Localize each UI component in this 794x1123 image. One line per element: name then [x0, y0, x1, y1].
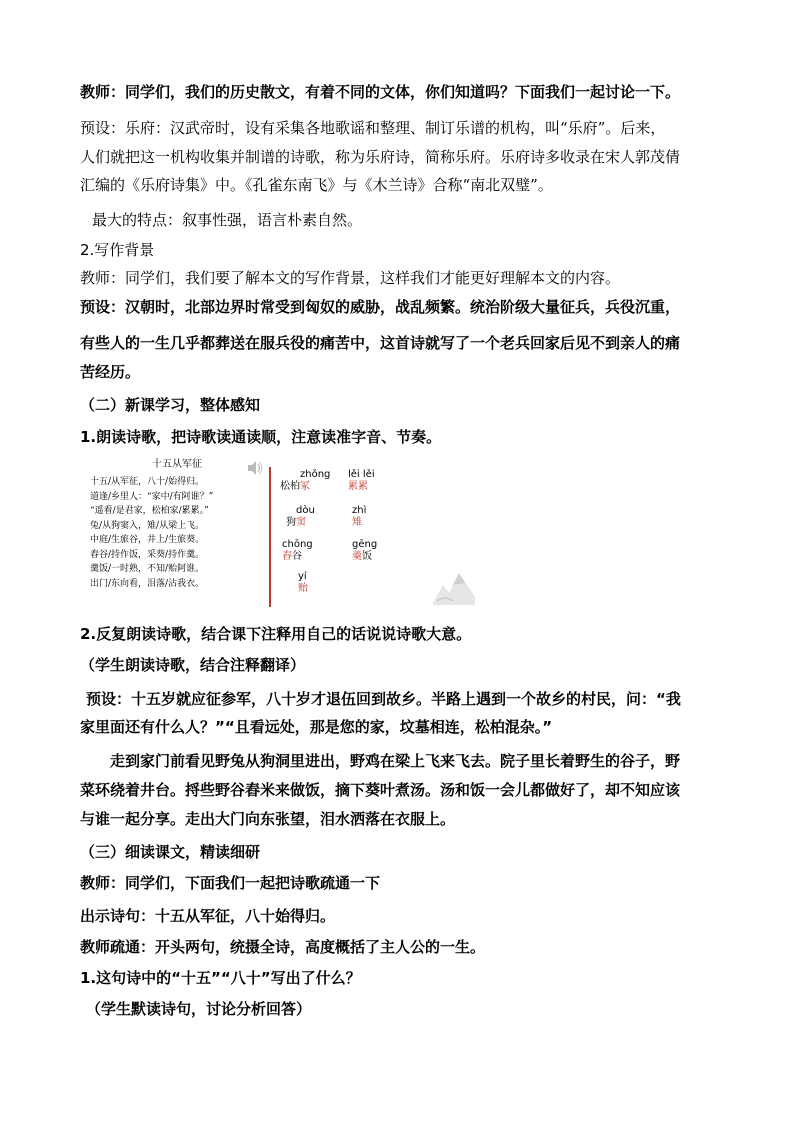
translation-5: 与谁一起分享。走出大门向东张望，泪水洒落在衣服上。 [80, 810, 456, 828]
hanzi-prefix: 松柏 [280, 481, 300, 492]
divider [269, 467, 271, 607]
translation-2: 家里面还有什么人？”“且看远处，那是您的家，坟墓相连，松柏混杂。” [80, 718, 553, 736]
hanzi-target: 雉 [352, 517, 362, 528]
pinyin-word [280, 469, 330, 493]
landscape-image [433, 563, 475, 605]
hanzi [348, 481, 375, 493]
hanzi [352, 517, 366, 529]
hanzi-target: 舂 [282, 551, 292, 562]
pinyin-word [352, 539, 377, 563]
pinyin: zhì [352, 505, 367, 516]
preset-background-2: 有些人的一生几乎都葬送在服兵役的痛苦中，这首诗就写了一个老兵回家后见不到亲人的痛 [80, 334, 681, 352]
preset-yuefu-2: 人们就把这一机构收集并制谱的诗歌，称为乐府诗，简称乐府。乐府诗多收录在宋人郭茂倩 [80, 148, 681, 166]
preset-background-1: 预设：汉朝时，北部边界时常受到匈奴的威胁，战乱频繁。统治阶级大量征兵，兵役沉重， [80, 298, 681, 316]
hanzi-suffix: 饭 [362, 551, 372, 562]
pinyin-word [286, 505, 315, 529]
teacher-background: 教师：同学们，我们要了解本文的写作背景，这样我们才能更好理解本文的内容。 [80, 269, 621, 287]
section-heading-3: （三）细读课文，精读细研 [80, 843, 261, 861]
question-1: 1.这句诗中的“十五”“八十”写出了什么？ [80, 969, 361, 987]
hanzi [352, 551, 377, 563]
poem-image [80, 455, 400, 605]
poem-line: 舂谷/持作饭，采葵/持作羹。 [90, 549, 205, 560]
hanzi-target: 冢 [300, 481, 310, 492]
preset-yuefu-3: 汇编的《乐府诗集》中。《孔雀东南飞》与《木兰诗》合称“南北双璧”。 [80, 176, 553, 194]
hanzi-target: 羹 [352, 551, 362, 562]
hanzi-suffix: 谷 [292, 551, 302, 562]
hanzi [286, 517, 315, 529]
pinyin-word [348, 469, 375, 493]
teacher-explain: 教师：同学们，下面我们一起把诗歌疏通一下 [80, 874, 381, 892]
hanzi [280, 481, 330, 493]
hanzi-prefix: 狗 [286, 517, 296, 528]
poem-lines [90, 475, 213, 591]
pinyin: zhǒng [300, 469, 331, 480]
poem-line: 兔/从狗窦入，雉/从梁上飞。 [90, 520, 205, 531]
pinyin-word [282, 539, 313, 563]
poem-line: 中庭/生旅谷，井上/生旅葵。 [90, 535, 205, 545]
poem-line: 十五/从军征，八十/始得归。 [90, 477, 205, 487]
pinyin: dòu [296, 505, 315, 516]
poem-line: 道逢/乡里人：“家中/有阿谁？” [90, 491, 214, 502]
hanzi-target: 贻 [298, 583, 308, 594]
pinyin: lěi lěi [348, 469, 375, 480]
show-verse: 出示诗句：十五从军征，八十始得归。 [80, 907, 336, 925]
hanzi [282, 551, 313, 563]
student-activity: （学生朗读诗歌，结合注释翻译） [80, 656, 306, 674]
preset-yuefu-1: 预设：乐府：汉武帝时，设有采集各地歌谣和整理、制订乐谱的机构，叫“乐府”。后来， [80, 119, 666, 137]
speaker-icon[interactable] [246, 459, 264, 477]
translation-1: 预设：十五岁就应征参军，八十岁才退伍回到故乡。半路上遇到一个故乡的村民，问：“我 [86, 690, 681, 708]
poem-line: 出门/东向看，泪落/沾我衣。 [90, 578, 205, 589]
pinyin-word [298, 571, 308, 595]
task-1-read: 1.朗读诗歌，把诗歌读通读顺，注意读准字音、节奏。 [80, 428, 442, 446]
pinyin: yí [298, 571, 307, 582]
poem-line: “遥看/是君家，松柏家/累累。” [90, 506, 209, 516]
poem-title: 十五从军征 [152, 459, 202, 470]
teacher-explain-2: 教师疏通：开头两句，统摄全诗，高度概括了主人公的一生。 [80, 938, 486, 956]
hanzi-target: 窦 [296, 517, 306, 528]
translation-4: 菜环绕着井台。捋些野谷舂米来做饭，摘下葵叶煮汤。汤和饭一会儿都做好了，却不知应该 [80, 781, 681, 799]
feature-text: 最大的特点：叙事性强，语言朴素自然。 [92, 211, 363, 229]
hanzi [298, 583, 308, 595]
section-background-heading: 2.写作背景 [80, 241, 155, 259]
hanzi-target: 累累 [348, 481, 368, 492]
task-2-reread: 2.反复朗读诗歌，结合课下注释用自己的话说说诗歌大意。 [80, 625, 472, 643]
student-discuss: （学生默读诗句，讨论分析回答） [86, 1000, 312, 1018]
teacher-question: 教师：同学们，我们的历史散文，有着不同的文体，你们知道吗？下面我们一起讨论一下。 [80, 83, 681, 101]
pinyin: chōng [282, 539, 313, 550]
translation-3: 走到家门前看见野兔从狗洞里进出，野鸡在梁上飞来飞去。院子里长着野生的谷子，野 [110, 752, 681, 770]
poem-line: 羹饭/一时熟，不知/贻阿谁。 [90, 564, 205, 574]
pinyin-word [352, 505, 366, 529]
preset-background-3: 苦经历。 [80, 363, 141, 381]
pinyin: gēng [352, 539, 378, 550]
section-heading-2: （二）新课学习，整体感知 [80, 396, 261, 414]
